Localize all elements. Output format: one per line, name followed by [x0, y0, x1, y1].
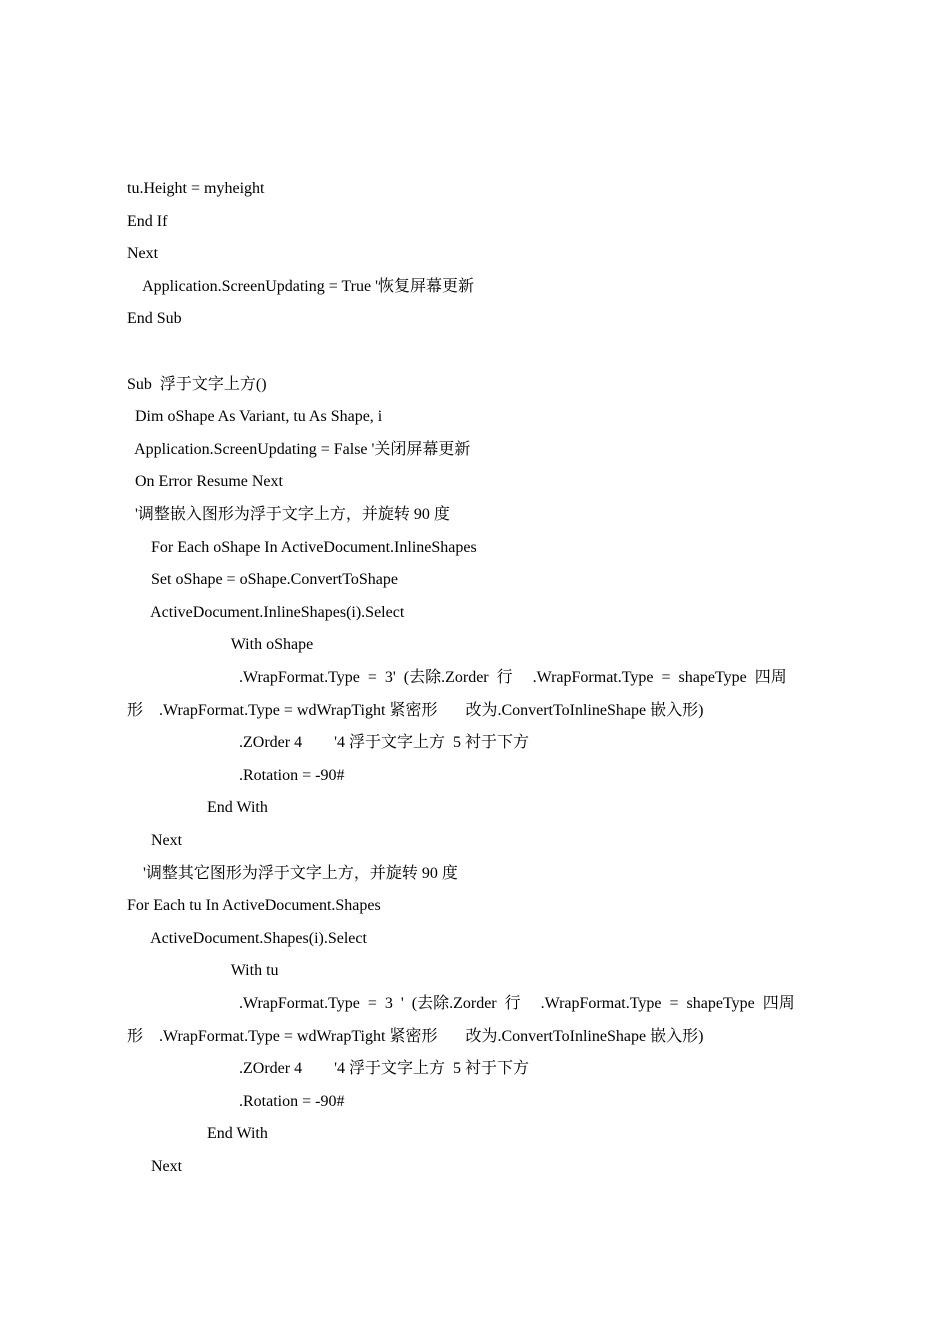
- code-line: Application.ScreenUpdating = False '关闭屏幕更新: [127, 440, 471, 458]
- code-line: .ZOrder 4 '4 浮于文字上方 5 衬于下方: [127, 1060, 529, 1078]
- code-line: End With: [127, 1125, 268, 1143]
- code-line-continuation: 形 .WrapFormat.Type = wdWrapTight 紧密形 改为.ConvertToInlineShape 嵌入形): [127, 701, 704, 719]
- code-line: Application.ScreenUpdating = True '恢复屏幕更新: [127, 277, 474, 295]
- code-line: With oShape: [127, 636, 314, 654]
- code-line-blank: [127, 336, 832, 369]
- code-line: End Sub: [127, 310, 182, 328]
- code-line: tu.Height = myheight: [127, 180, 265, 197]
- code-line: Sub 浮于文字上方(): [127, 375, 267, 393]
- code-line: Set oShape = oShape.ConvertToShape: [127, 571, 398, 589]
- code-line: .ZOrder 4 '4 浮于文字上方 5 衬于下方: [127, 734, 529, 752]
- code-line: '调整嵌入图形为浮于文字上方，并旋转 90 度: [127, 506, 450, 523]
- code-line: Next: [127, 832, 183, 849]
- code-line: ActiveDocument.Shapes(i).Select: [127, 929, 367, 947]
- code-line: Dim oShape As Variant, tu As Shape, i: [127, 408, 383, 426]
- code-line: .Rotation = -90#: [127, 766, 345, 784]
- code-line: ActiveDocument.InlineShapes(i).Select: [127, 603, 405, 621]
- code-line: With tu: [127, 962, 279, 980]
- code-line: End If: [127, 212, 168, 230]
- code-line: End With: [127, 799, 268, 817]
- code-line: For Each oShape In ActiveDocument.InlineShapes: [127, 538, 477, 556]
- code-line: .Rotation = -90#: [127, 1092, 345, 1110]
- code-line: '调整其它图形为浮于文字上方，并旋转 90 度: [127, 864, 458, 882]
- code-line: Next: [127, 1158, 183, 1175]
- code-line-continuation: 形 .WrapFormat.Type = wdWrapTight 紧密形 改为.ConvertToInlineShape 嵌入形): [127, 1027, 704, 1045]
- code-line: Next: [127, 245, 159, 263]
- code-line: For Each tu In ActiveDocument.Shapes: [127, 897, 381, 915]
- code-line: On Error Resume Next: [127, 473, 283, 491]
- code-line-wrapped: .WrapFormat.Type = 3 ' (去除.Zorder 行 .WrapFormat.Type = shapeType 四周: [127, 995, 795, 1012]
- code-line-wrapped: .WrapFormat.Type = 3' (去除.Zorder 行 .WrapFormat.Type = shapeType 四周: [127, 669, 787, 686]
